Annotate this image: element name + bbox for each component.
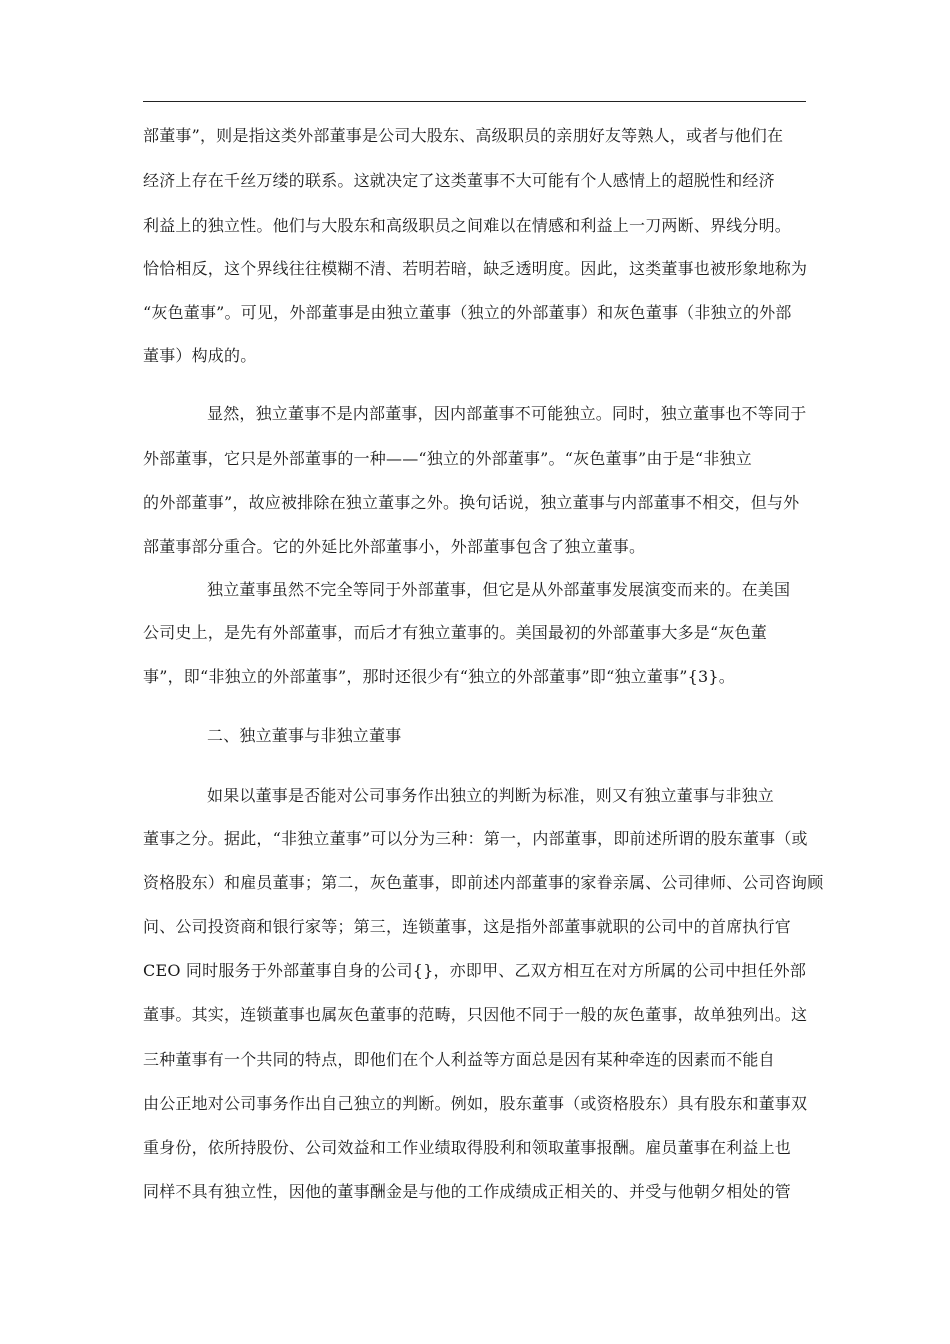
text-line: 同样不具有独立性，因他的董事酬金是与他的工作成绩成正相关的、并受与他朝夕相处的管 (143, 1182, 792, 1201)
text-line: 由公正地对公司事务作出自己独立的判断。例如，股东董事（或资格股东）具有股东和董事双 (143, 1094, 808, 1113)
text-line: 公司史上，是先有外部董事，而后才有独立董事的。美国最初的外部董事大多是“灰色董 (143, 623, 767, 642)
header-rule (143, 101, 806, 102)
text-line: 部董事部分重合。它的外延比外部董事小，外部董事包含了独立董事。 (143, 537, 646, 556)
section-heading: 二、独立董事与非独立董事 (207, 726, 402, 745)
text-line: 董事之分。据此，“非独立董事”可以分为三种：第一，内部董事，即前述所谓的股东董事（或 (143, 829, 808, 848)
text-line: 问、公司投资商和银行家等；第三，连锁董事，这是指外部董事就职的公司中的首席执行官 (143, 917, 792, 936)
text-line: 如果以董事是否能对公司事务作出独立的判断为标准，则又有独立董事与非独立 (207, 786, 775, 805)
text-line: 董事。其实，连锁董事也属灰色董事的范畴，只因他不同于一般的灰色董事，故单独列出。这 (143, 1005, 808, 1024)
text-line: CEO 同时服务于外部董事自身的公司{}，亦即甲、乙双方相互在对方所属的公司中担任外部 (143, 961, 807, 980)
text-line: 外部董事，它只是外部董事的一种——“独立的外部董事”。“灰色董事”由于是“非独立 (143, 449, 752, 468)
text-line: 显然，独立董事不是内部董事，因内部董事不可能独立。同时，独立董事也不等同于 (207, 404, 807, 423)
text-line: 三种董事有一个共同的特点，即他们在个人利益等方面总是因有某种牵连的因素而不能自 (143, 1050, 775, 1069)
text-line: 董事）构成的。 (143, 346, 257, 365)
text-line: 经济上存在千丝万缕的联系。这就决定了这类董事不大可能有个人感情上的超脱性和经济 (143, 171, 775, 190)
text-line: 重身份，依所持股份、公司效益和工作业绩取得股利和领取董事报酬。雇员董事在利益上也 (143, 1138, 792, 1157)
text-line: 利益上的独立性。他们与大股东和高级职员之间难以在情感和利益上一刀两断、界线分明。 (143, 216, 792, 235)
text-line: 事”，即“非独立的外部董事”，那时还很少有“独立的外部董事”即“独立董事”{3}。 (143, 667, 735, 686)
text-line: “灰色董事”。可见，外部董事是由独立董事（独立的外部董事）和灰色董事（非独立的外部 (143, 303, 792, 322)
text-line: 的外部董事”，故应被排除在独立董事之外。换句话说，独立董事与内部董事不相交，但与外 (143, 493, 800, 512)
text-line: 独立董事虽然不完全等同于外部董事，但它是从外部董事发展演变而来的。在美国 (207, 580, 791, 599)
text-line: 部董事”，则是指这类外部董事是公司大股东、高级职员的亲朋好友等熟人，或者与他们在 (143, 126, 784, 145)
text-line: 资格股东）和雇员董事；第二，灰色董事，即前述内部董事的家眷亲属、公司律师、公司咨询顾 (143, 873, 824, 892)
text-line: 恰恰相反，这个界线往往模糊不清、若明若暗，缺乏透明度。因此，这类董事也被形象地称为 (143, 259, 808, 278)
